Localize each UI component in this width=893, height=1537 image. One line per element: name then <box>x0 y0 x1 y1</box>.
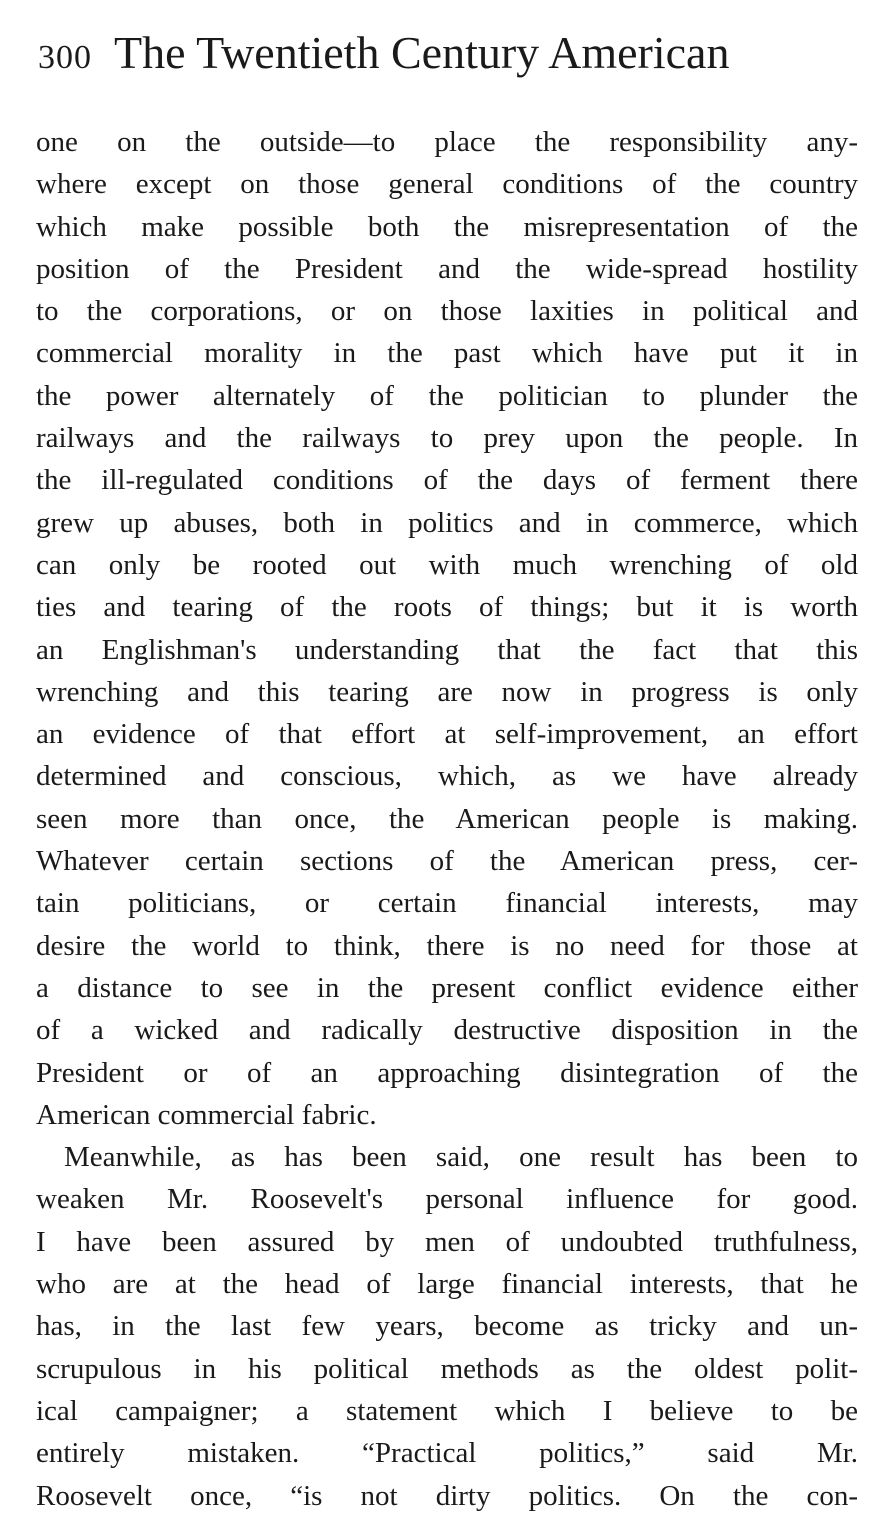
text-line: commercial morality in the past which have put it in <box>36 337 858 370</box>
running-title: The Twentieth Century American <box>114 27 730 78</box>
text-line: tain politicians, or certain financial interests, may <box>36 887 858 920</box>
text-line: scrupulous in his political methods as the oldest polit- <box>36 1352 858 1385</box>
text-line: which make possible both the misrepresentation of the <box>36 210 858 243</box>
page-number: 300 <box>38 39 92 76</box>
text-line: a distance to see in the present conflict evidence either <box>36 971 858 1004</box>
paragraph-1 <box>36 121 858 1136</box>
text-line: to the corporations, or on those laxities in political and <box>36 295 858 328</box>
text-line: grew up abuses, both in politics and in commerce, which <box>36 506 858 539</box>
text-line: determined and conscious, which, as we have already <box>36 760 858 793</box>
paragraph-2 <box>36 1136 858 1517</box>
text-line: who are at the head of large financial interests, that he <box>36 1268 858 1301</box>
running-head <box>38 26 858 86</box>
text-line: entirely mistaken. “Practical politics,” said Mr. <box>36 1437 858 1470</box>
text-line: ties and tearing of the roots of things; but it is worth <box>36 591 858 624</box>
text-line: where except on those general conditions of the country <box>36 168 858 201</box>
text-line: can only be rooted out with much wrenching of old <box>36 548 858 581</box>
text-line: Whatever certain sections of the American press, cer- <box>36 845 858 878</box>
text-line: the ill-regulated conditions of the days of ferment there <box>36 464 858 497</box>
text-line: railways and the railways to prey upon the people. In <box>36 422 858 455</box>
text-line: American commercial fabric. <box>36 1098 377 1131</box>
text-line: President or of an approaching disintegration of the <box>36 1056 858 1089</box>
text-line: an evidence of that effort at self-improvement, an effort <box>36 718 858 751</box>
text-line: wrenching and this tearing are now in progress is only <box>36 675 858 708</box>
text-line: an Englishman's understanding that the fact that this <box>36 633 858 666</box>
text-line: ical campaigner; a statement which I believe to be <box>36 1394 858 1427</box>
text-line: I have been assured by men of undoubted truthfulness, <box>36 1225 858 1258</box>
text-line: Roosevelt once, “is not dirty politics. On the con- <box>36 1479 858 1512</box>
text-line: of a wicked and radically destructive disposition in the <box>36 1014 858 1047</box>
text-line: weaken Mr. Roosevelt's personal influence for good. <box>36 1183 858 1216</box>
text-line: the power alternately of the politician to plunder the <box>36 379 858 412</box>
text-line: has, in the last few years, become as tricky and un- <box>36 1310 858 1343</box>
text-line: one on the outside—to place the responsibility any- <box>36 126 858 158</box>
text-line: position of the President and the wide-spread hostility <box>36 252 858 285</box>
text-line: seen more than once, the American people is making. <box>36 802 858 835</box>
text-line: Meanwhile, as has been said, one result has been to <box>64 1141 858 1174</box>
body-text <box>36 121 858 1517</box>
text-line: desire the world to think, there is no need for those at <box>36 929 858 962</box>
